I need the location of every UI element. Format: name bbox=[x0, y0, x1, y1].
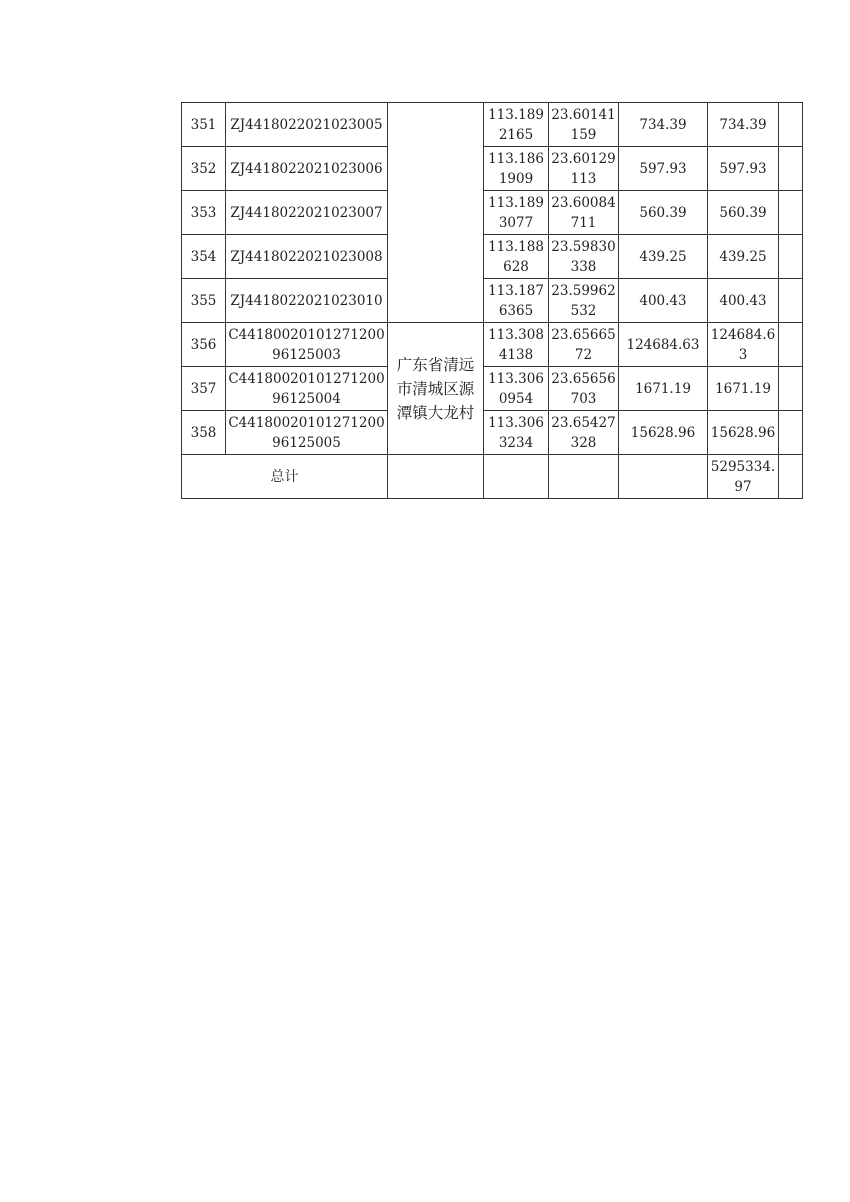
row-number: 355 bbox=[182, 279, 226, 323]
latitude: 23.59962532 bbox=[549, 279, 619, 323]
total-area-value: 5295334.97 bbox=[708, 455, 779, 499]
area-total-value: 734.39 bbox=[708, 103, 779, 147]
longitude: 113.3063234 bbox=[484, 411, 549, 455]
longitude: 113.3060954 bbox=[484, 367, 549, 411]
location-cell: 广东省清远市清城区源潭镇大龙村 bbox=[388, 323, 484, 455]
area-value: 439.25 bbox=[619, 235, 708, 279]
table-row bbox=[182, 191, 803, 235]
row-number: 351 bbox=[182, 103, 226, 147]
total-location-empty bbox=[388, 455, 484, 499]
area-value: 1671.19 bbox=[619, 367, 708, 411]
total-row bbox=[182, 455, 803, 499]
note-cell bbox=[779, 103, 803, 147]
area-total-value: 439.25 bbox=[708, 235, 779, 279]
longitude: 113.1876365 bbox=[484, 279, 549, 323]
parcel-code: ZJ4418022021023008 bbox=[226, 235, 388, 279]
table-row bbox=[182, 235, 803, 279]
note-cell bbox=[779, 367, 803, 411]
note-cell bbox=[779, 323, 803, 367]
longitude: 113.3084138 bbox=[484, 323, 549, 367]
longitude: 113.1892165 bbox=[484, 103, 549, 147]
land-parcel-table bbox=[181, 102, 803, 499]
table-row bbox=[182, 279, 803, 323]
table-row bbox=[182, 323, 803, 367]
area-total-value: 1671.19 bbox=[708, 367, 779, 411]
row-number: 352 bbox=[182, 147, 226, 191]
longitude: 113.1861909 bbox=[484, 147, 549, 191]
table-row bbox=[182, 103, 803, 147]
latitude: 23.65427328 bbox=[549, 411, 619, 455]
area-total-value: 560.39 bbox=[708, 191, 779, 235]
parcel-code: ZJ4418022021023005 bbox=[226, 103, 388, 147]
table-row bbox=[182, 411, 803, 455]
row-number: 353 bbox=[182, 191, 226, 235]
parcel-code: C4418002010127120096125004 bbox=[226, 367, 388, 411]
area-value: 560.39 bbox=[619, 191, 708, 235]
latitude: 23.60084711 bbox=[549, 191, 619, 235]
area-total-value: 124684.63 bbox=[708, 323, 779, 367]
row-number: 357 bbox=[182, 367, 226, 411]
parcel-code: ZJ4418022021023010 bbox=[226, 279, 388, 323]
total-area-empty bbox=[619, 455, 708, 499]
total-longitude-empty bbox=[484, 455, 549, 499]
row-number: 354 bbox=[182, 235, 226, 279]
note-cell bbox=[779, 279, 803, 323]
area-total-value: 15628.96 bbox=[708, 411, 779, 455]
parcel-code: ZJ4418022021023006 bbox=[226, 147, 388, 191]
note-cell bbox=[779, 191, 803, 235]
note-cell bbox=[779, 411, 803, 455]
area-total-value: 400.43 bbox=[708, 279, 779, 323]
parcel-code: C4418002010127120096125003 bbox=[226, 323, 388, 367]
area-value: 597.93 bbox=[619, 147, 708, 191]
area-value: 15628.96 bbox=[619, 411, 708, 455]
latitude: 23.6566572 bbox=[549, 323, 619, 367]
latitude: 23.59830338 bbox=[549, 235, 619, 279]
area-value: 124684.63 bbox=[619, 323, 708, 367]
row-number: 358 bbox=[182, 411, 226, 455]
location-cell-empty bbox=[388, 103, 484, 323]
area-total-value: 597.93 bbox=[708, 147, 779, 191]
total-label: 总计 bbox=[182, 455, 388, 499]
latitude: 23.60141159 bbox=[549, 103, 619, 147]
longitude: 113.188628 bbox=[484, 235, 549, 279]
row-number: 356 bbox=[182, 323, 226, 367]
latitude: 23.65656703 bbox=[549, 367, 619, 411]
longitude: 113.1893077 bbox=[484, 191, 549, 235]
note-cell bbox=[779, 235, 803, 279]
table-row bbox=[182, 367, 803, 411]
table-row bbox=[182, 147, 803, 191]
total-latitude-empty bbox=[549, 455, 619, 499]
latitude: 23.60129113 bbox=[549, 147, 619, 191]
total-note-empty bbox=[779, 455, 803, 499]
area-value: 734.39 bbox=[619, 103, 708, 147]
parcel-code: ZJ4418022021023007 bbox=[226, 191, 388, 235]
area-value: 400.43 bbox=[619, 279, 708, 323]
note-cell bbox=[779, 147, 803, 191]
parcel-code: C4418002010127120096125005 bbox=[226, 411, 388, 455]
